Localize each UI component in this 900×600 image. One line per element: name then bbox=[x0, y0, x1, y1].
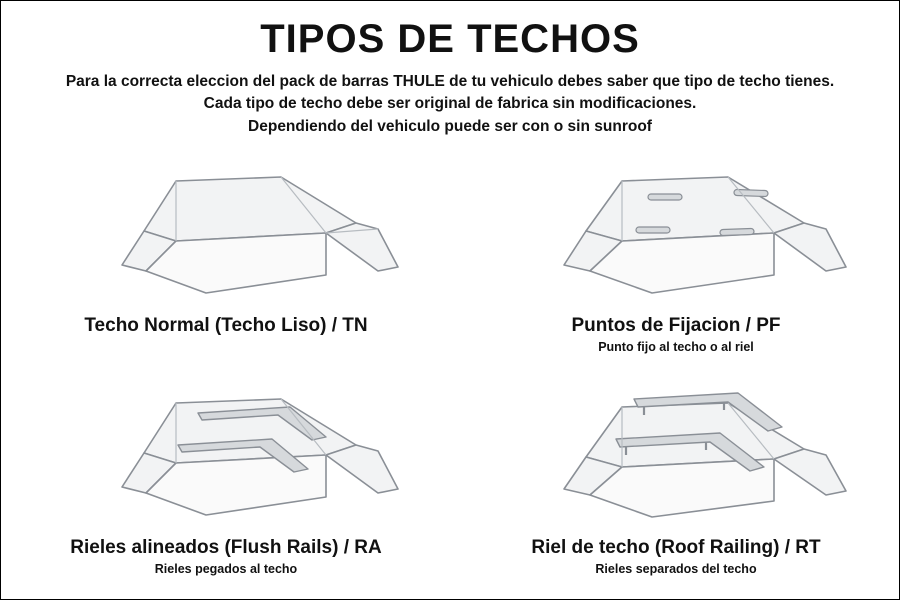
intro-text bbox=[1, 71, 899, 138]
caption-ra: Rieles alineados (Flush Rails) / RA bbox=[70, 537, 382, 558]
caption-pf: Puntos de Fijacion / PF bbox=[571, 315, 781, 336]
intro-line-1: Para la correcta eleccion del pack de barras THULE de tu vehiculo debes saber que tipo de techo tienes. bbox=[65, 73, 835, 90]
note-ra: Rieles pegados al techo bbox=[154, 562, 298, 576]
roof-type-card-tn bbox=[1, 151, 451, 371]
roof-type-card-ra bbox=[1, 371, 451, 591]
roof-types-grid bbox=[1, 151, 900, 591]
note-rt: Rieles separados del techo bbox=[595, 562, 757, 576]
note-pf: Punto fijo al techo o al riel bbox=[598, 340, 754, 354]
car-roof-flush-rails-icon bbox=[26, 377, 426, 527]
caption-rt: Riel de techo (Roof Railing) / RT bbox=[531, 537, 821, 558]
car-roof-fixpoints-icon bbox=[476, 155, 876, 305]
page-title: TIPOS DE TECHOS bbox=[260, 17, 640, 61]
roof-type-card-pf bbox=[451, 151, 900, 371]
intro-line-3: Dependiendo del vehiculo puede ser con o sin sunroof bbox=[248, 117, 652, 135]
roof-type-card-rt bbox=[451, 371, 900, 591]
car-roof-railing-icon bbox=[476, 377, 876, 527]
intro-line-2: Cada tipo de techo debe ser original de fabrica sin modificaciones. bbox=[203, 95, 697, 113]
caption-tn: Techo Normal (Techo Liso) / TN bbox=[84, 315, 368, 336]
car-roof-plain-icon bbox=[26, 155, 426, 305]
